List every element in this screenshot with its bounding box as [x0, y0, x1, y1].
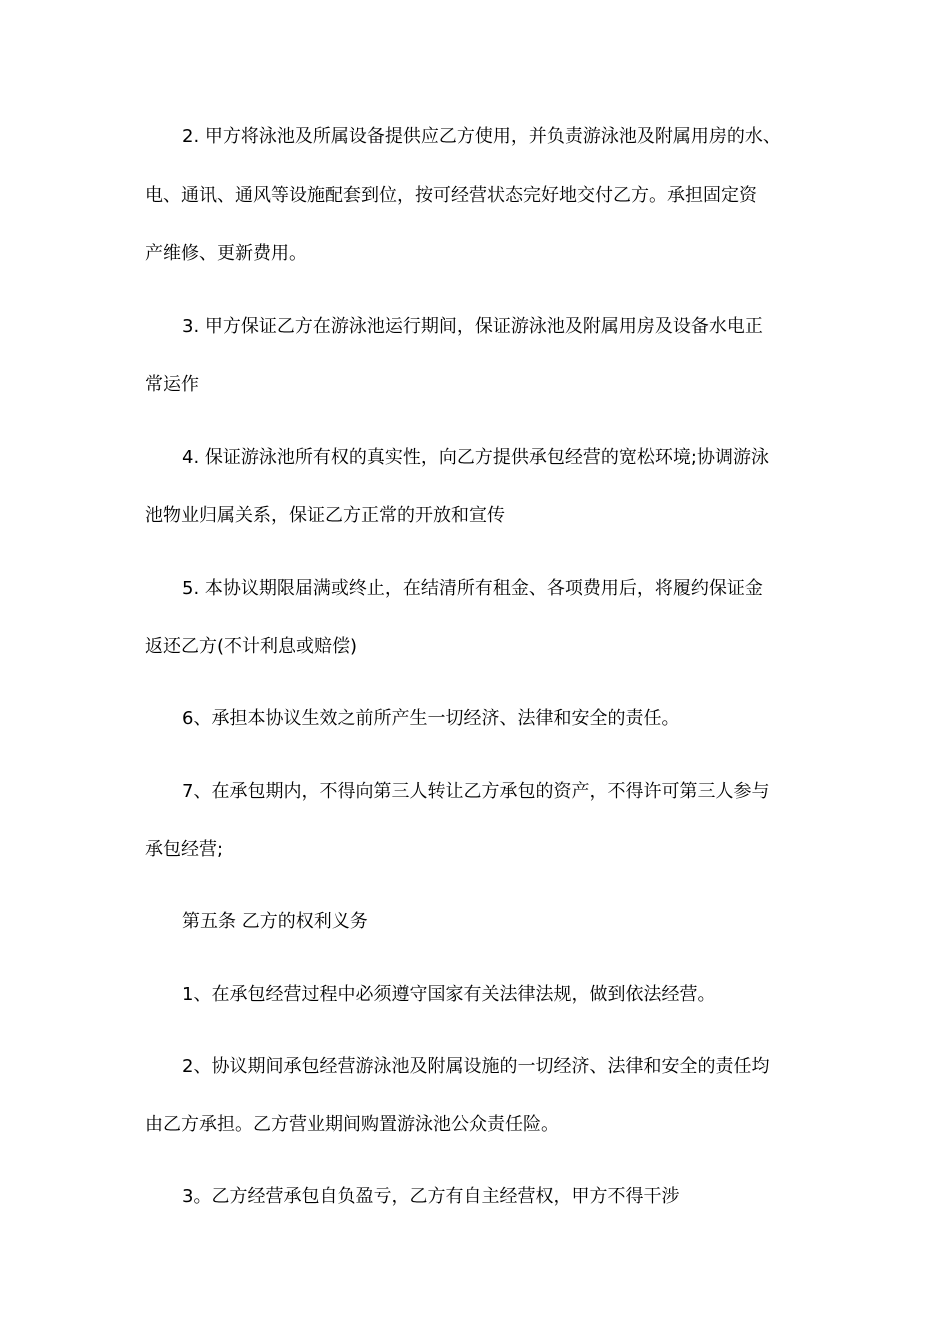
text-line: 电、通讯、通风等设施配套到位，按可经营状态完好地交付乙方。承担固定资 — [145, 185, 757, 206]
text-line: 4. 保证游泳池所有权的真实性，向乙方提供承包经营的宽松环境;协调游泳 — [182, 447, 769, 468]
text-line: 1、在承包经营过程中必须遵守国家有关法律法规，做到依法经营。 — [182, 984, 716, 1005]
text-line: 2、协议期间承包经营游泳池及附属设施的一切经济、法律和安全的责任均 — [182, 1056, 770, 1077]
text-line: 承包经营; — [145, 839, 224, 860]
text-line: 池物业归属关系，保证乙方正常的开放和宣传 — [145, 505, 505, 526]
text-line: 由乙方承担。乙方营业期间购置游泳池公众责任险。 — [145, 1114, 559, 1135]
text-line: 6、承担本协议生效之前所产生一切经济、法律和安全的责任。 — [182, 708, 680, 729]
text-line: 3。乙方经营承包自负盈亏，乙方有自主经营权，甲方不得干涉 — [182, 1186, 680, 1207]
text-line: 2. 甲方将泳池及所属设备提供应乙方使用，并负责游泳池及附属用房的水、 — [182, 126, 781, 147]
text-line: 返还乙方(不计利息或赔偿) — [145, 636, 358, 657]
text-line: 常运作 — [145, 374, 199, 395]
text-line: 3. 甲方保证乙方在游泳池运行期间，保证游泳池及附属用房及设备水电正 — [182, 316, 763, 337]
text-line: 7、在承包期内，不得向第三人转让乙方承包的资产，不得许可第三人参与 — [182, 781, 770, 802]
text-line: 产维修、更新费用。 — [145, 243, 307, 264]
section-heading: 第五条 乙方的权利义务 — [182, 911, 368, 932]
text-line: 5. 本协议期限届满或终止，在结清所有租金、各项费用后，将履约保证金 — [182, 578, 763, 599]
